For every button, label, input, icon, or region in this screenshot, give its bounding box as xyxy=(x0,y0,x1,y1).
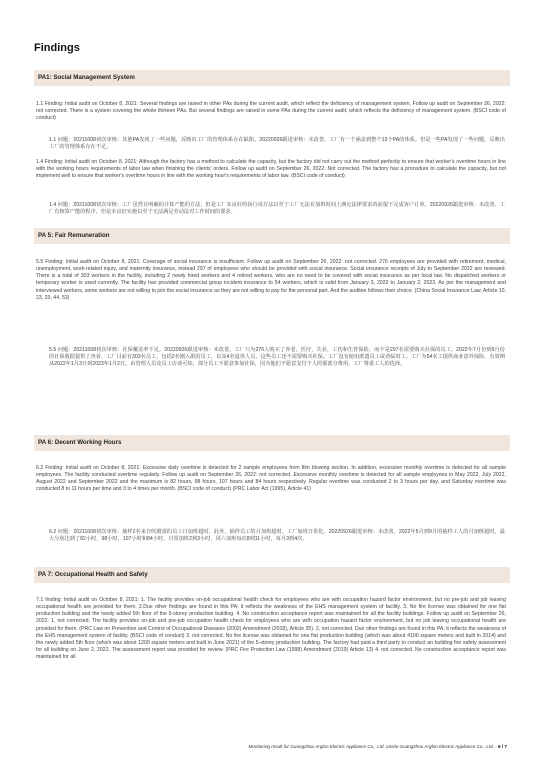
finding-1-4-en: 1.4 Finding: Initial audit on October 8, 2021: Although the factory has a method to calculate the capacity, but the factory did not carry out the method perfectly to ensure that worker's overtime hours in line with the working hours requirements of labor law when finishing the clients' orders. Follow up audit on September 26, 2022: Not corrected. The factory has a procedure to calculate the capacity, but not implement well to ensure that worker's overtime hours in line with the working hour's requirements of labor law. (BSCI code of conduct) xyxy=(36,159,506,180)
finding-1-4-cn: 1.4 问题：20211008初次审核：工厂虽然有明确的计算产能的方法，但是工厂未良好的执行该方法以至于工厂无法在加班时间上满足法律要求的前提下完成客户订单。20220926跟进审核：未改善。工厂有核算产能的程序，但是未良好实施以至于无法满足劳动法对工作时间的要求。 xyxy=(49,202,505,216)
page-number: 6 / 7 xyxy=(498,744,507,749)
finding-5-5-en: 5.5 Finding: Initial audit on October 8, 2021: Coverage of social insurance is insufficient. Follow up audit on September 26, 2022: not corrected. 276 employees are provided with retirement, medical, unemployment, work-related injury, and maternity insurance, instead 297 of employees who should be provided with social insurance. Social insurance receipts of July to September 2022 are reviewed. There is a total of 303 workers in the facility, including 2 newly hired workers and 4 retired workers, who are no need to be covered with social insurance as per local law. No dispatched workers or temporary worker is used currently. The facility has provided commercial group incident insurance to 54 workers, which is valid from January 3, 2022 to January 2, 2023. As per the management and interviewed workers, some workers are not willing to join the social insurance as they are not willing to pay for the personal part. And the auditee follows their choice. (China Social Insurance Law, Article 10, 23, 33, 44, 53) xyxy=(36,259,506,301)
page-title: Findings xyxy=(34,42,80,54)
finding-6-2-cn: 6.2 问题：20211008初次审核：抽样2名来自吹膜部的员工日加班超时。此外，抽样员工的月加班超时。工厂加班日常化。20220926跟进审核：未改善。2022年5月到9月的抽样工人的月加班超时，最大分别达到了82小时，98小时，107小时和84小时。日常加班2到3小时，周六加班每次8到11小时，每月3到4次。 xyxy=(49,529,505,543)
finding-7-1-en: 7.1 finding: Initial audit on October 8, 2021: 1. The facility provides on-job occupational health check for employees who are with occupation hazard factor environment, but no pre-job and job leaving occupational health are provided for them. 2.Due other findings are found in this PA; it reflects the weakness of the EHS management system of facility. 3. No fire license was obtained for one flat production building and the newly added 5th floor of the 5-storey production building. 4. No construction acceptance report was maintained for all the facility buildings. Follow up audit on September 26, 2022: 1, not corrected. The facility provides on-job and pre-job occupation health check for employees who are with occupation hazard factor environment, but no job leaving occupational health are provided for them. (PRC Law on Prevention and Control of Occupational Diseases (2002) Amendment (2018), Article 35). 2, not corrected. Due other findings are found in this PA; it reflects the weakness of the EHS management system of facility. (BSCI code of conduct) 3. not corrected. No fire license was obtained for one flat production building (which was about 4100 square meters and built in 2014) and the newly added 5th floor (which was about 1200 square meters and built in June 2021) of the 5-storey production building. The factory had paid a third party to conduct an building fire safety assessment for all building on June 2, 2022. The assessment report was provided for review. (PRC Fire Protection Law (1998) Amendment (2019) Article 13) 4. not corrected. No construction acceptance report was maintained for all xyxy=(36,597,506,661)
finding-6-2-en: 6.2 Finding: Initial audit on October 8, 2021: Excessive daily overtime is detected for 2 sample employees from film blowing section. In addition, excessive monthly overtime is detected for all sample employees. The facility conducted overtime regularly. Follow up audit on September 26, 2022: not corrected. Excessive monthly overtime is detected for all sample employees in May 2022, July 2022, August 2022 and September 2022 and the maximum is 82 hours, 98 hours, 107 hours and 84 hours respectively. Regular overtime was conducted 2 to 3 hours per day, and Saturday overtime was conducted 8 to 11 hours per time and 3 to 4 times per month. (BSCI code of conduct) (PRC Labor Act (1995), Article 41) xyxy=(36,465,506,493)
finding-1-1-cn: 1.1 问题：20211008初次审核：其他PA发现了一些问题，反映出工厂的管理体系存在缺陷。20220926跟进审核：未改善。工厂有一个涵盖到整个13个PA的体系。但是一些PA发现了一些问题，反映出工厂的管理体系存在不足。 xyxy=(49,137,505,151)
section-heading-pa6: PA 6: Decent Working Hours xyxy=(34,435,510,451)
footer-text: Monitoring result for Guangzhou Arglon Electric Appliance Co., Ltd. onsite Guangzhou Arglon Electric Appliance Co., Ltd. - xyxy=(248,744,499,749)
section-heading-pa5: PA 5: Fair Remuneration xyxy=(34,228,510,244)
section-heading-pa7: PA 7: Occupational Health and Safety xyxy=(34,567,510,583)
finding-5-5-cn: 5.5 问题：20211008初次审核：社保覆盖率不足。20220926跟进审核：未改善。工厂只为276人购买了养老，医疗，失业，工伤和生育保险，而不是297名需要购买社保的员工。2022年7月份到9月份的社保收据提供了查看。工厂目前有303名员工，包括2名刚入职的员工，以及4名退休人员，这些员工还不需要购买社保。工厂没有使用派遣员工或者临时工。工厂为54名工提供商业意外保险，有效期从2022年1月3日到2023年1月2日。由管理人员及员工访谈可知，部分员工不愿意参加社保，因为他们不愿意支付个人的那部分费用，工厂尊重工人的选择。 xyxy=(49,347,505,368)
finding-1-1-en: 1.1 Finding: Initial audit on October 8, 2021: Several findings are raised in other PAs during the current audit, which reflect the deficiency of management system. Follow up audit on September 26, 2022: not corrected. There is a system covering the whole thirteen PAs. But several findings are raised in some PAs during the current audit, which reflects the deficiency of management system. (BSCI code of conduct) xyxy=(36,101,506,122)
page-footer xyxy=(0,744,543,749)
section-heading-pa1: PA1: Social Management System xyxy=(34,70,510,86)
